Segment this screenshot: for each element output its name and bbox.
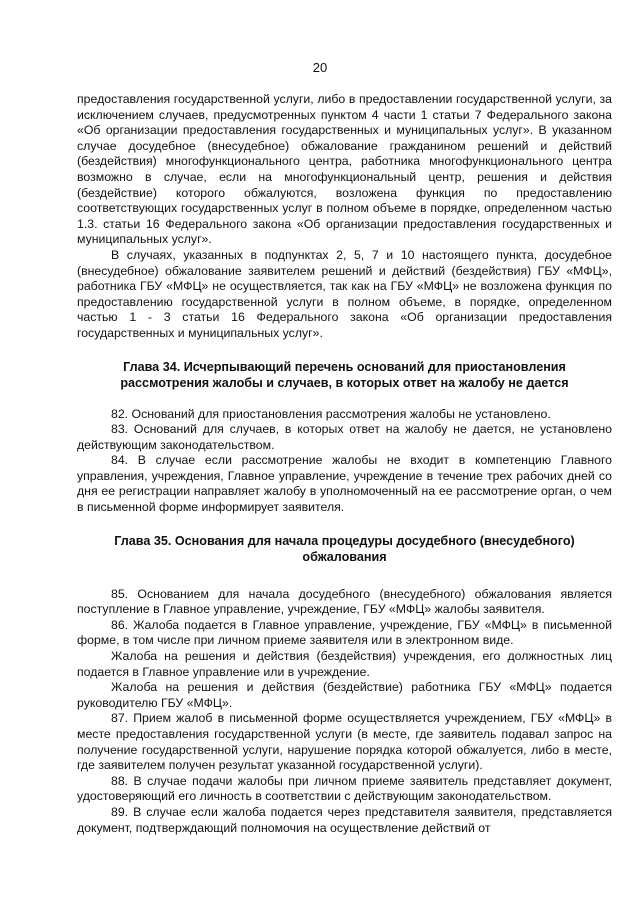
paragraph-82: 82. Оснований для приостановления рассмотрения жалобы не установлено.: [111, 406, 551, 421]
paragraph: Жалоба на решения и действия (бездействие) работника ГБУ «МФЦ» подается руководителю ГБУ «МФЦ».: [77, 680, 612, 710]
paragraph-85: 85. Основанием для начала досудебного (внесудебного) обжалования является поступление в Главное управление, учреждение, ГБУ «МФЦ» жалобы заявителя.: [77, 586, 612, 617]
chapter-35-heading-line-1: Глава 35. Основания для начала процедуры досудебного (внесудебного): [114, 533, 575, 548]
paragraph: В случаях, указанных в подпунктах 2, 5, 7 и 10 настоящего пункта, досудебное (внесудебное) обжалование заявителем решений и действий (бездействия) ГБУ «МФЦ», работника ГБУ «МФЦ» не осуществляется, так как на ГБУ «МФЦ» не возложена функция по предоставлению государственной услуги в полном объеме, в порядке, определенном частью 1 - 3 статьи 16 Федерального закона «Об организации предоставления государственных и муниципальных услуг».: [77, 247, 612, 340]
document-body: [77, 92, 612, 836]
paragraph: Жалоба на решения и действия (бездействия) учреждения, его должностных лиц подается в Главное управление или в учреждение.: [77, 649, 612, 679]
chapter-35-heading: [77, 533, 612, 565]
paragraph-87: 87. Прием жалоб в письменной форме осуществляется учреждением, ГБУ «МФЦ» в месте предоставления государственной услуги (в месте, где заявитель подавал запрос на получение государственной услуги, нарушение порядка которой обжалуется, либо в месте, где заявителем получен результат указанной государственной услуги).: [77, 711, 612, 773]
chapter-34-heading: [77, 359, 612, 391]
chapter-35-heading-line-2: обжалования: [302, 549, 387, 564]
page-number: 20: [312, 60, 328, 75]
paragraph-83: 83. Оснований для случаев, в которых ответ на жалобу не дается, не установлено действующим законодательством.: [77, 422, 612, 452]
paragraph-86: 86. Жалоба подается в Главное управление, учреждение, ГБУ «МФЦ» в письменной форме, в том числе при личном приеме заявителя или в электронном виде.: [77, 617, 612, 648]
paragraph-continuation: предоставления государственной услуги, либо в предоставлении государственной услуги, за исключением случаев, предусмотренных пунктом 4 части 1 статьи 7 Федерального закона «Об организации предоставления государственных и муниципальных услуг». В указанном случае досудебное (внесудебное) обжалование гражданином решений и действий (бездействия) многофункционального центра, работника многофункционального центра возможно в случае, если на многофункциональный центр, решения и действия (бездействие) которого обжалуются, возложена функция по предоставлению соответствующих государственных услуг в полном объеме в порядке, определенном частью 1.3. статьи 16 Федерального закона «Об организации предоставления государственных и муниципальных услуг».: [77, 92, 612, 247]
paragraph-88: 88. В случае подачи жалобы при личном приеме заявитель представляет документ, удостоверяющий его личность в соответствии с действующим законодательством.: [77, 773, 612, 804]
paragraph-89: 89. В случае если жалоба подается через представителя заявителя, представляется документ, подтверждающий полномочия на осуществление действий от: [77, 804, 612, 835]
chapter-34-heading-line-2: рассмотрения жалобы и случаев, в которых ответ на жалобу не дается: [120, 375, 569, 390]
paragraph-84: 84. В случае если рассмотрение жалобы не входит в компетенцию Главного управления, учреждения, Главное управление, учреждение в течение трех рабочих дней со дня ее регистрации направляет жалобу в уполномоченный на ее рассмотрение орган, о чем в письменной форме информирует заявителя.: [77, 453, 612, 515]
chapter-34-heading-line-1: Глава 34. Исчерпывающий перечень оснований для приостановления: [123, 359, 566, 374]
